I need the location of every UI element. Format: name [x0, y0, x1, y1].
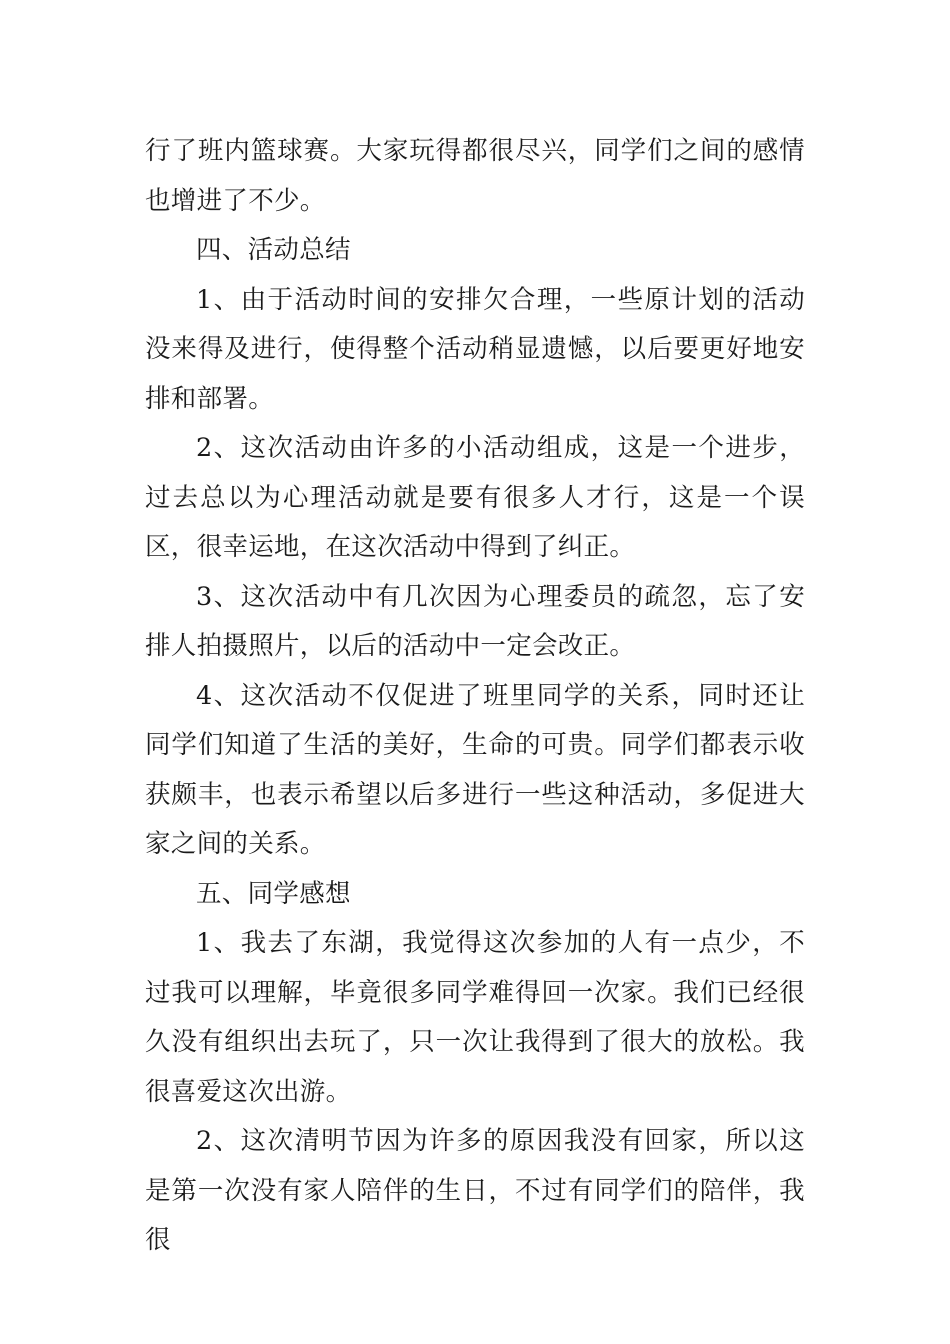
section-heading-reflections: 五、同学感想	[196, 878, 351, 909]
summary-item-3: 3、这次活动中有几次因为心理委员的疏忽，忘了安排人拍摄照片，以后的活动中一定会改正。	[145, 581, 805, 661]
document-body	[145, 127, 805, 1266]
paragraph-continued: 行了班内篮球赛。大家玩得都很尽兴，同学们之间的感情也增进了不少。	[145, 136, 805, 216]
summary-item-2: 2、这次活动由许多的小活动组成，这是一个进步，过去总以为心理活动就是要有很多人才行，这是一个误区，很幸运地，在这次活动中得到了纠正。	[145, 433, 805, 562]
reflection-item-1: 1、我去了东湖，我觉得这次参加的人有一点少，不过我可以理解，毕竟很多同学难得回一次家。我们已经很久没有组织出去玩了，只一次让我得到了很大的放松。我很喜爱这次出游。	[145, 928, 805, 1107]
summary-item-4: 4、这次活动不仅促进了班里同学的关系，同时还让同学们知道了生活的美好，生命的可贵。同学们都表示收获颇丰，也表示希望以后多进行一些这种活动，多促进大家之间的关系。	[145, 680, 805, 859]
reflection-item-2: 2、这次清明节因为许多的原因我没有回家，所以这是第一次没有家人陪伴的生日，不过有同学们的陪伴，我很	[145, 1126, 805, 1255]
section-heading-summary: 四、活动总结	[196, 235, 351, 265]
summary-item-1: 1、由于活动时间的安排欠合理，一些原计划的活动没来得及进行，使得整个活动稍显遗憾，以后要更好地安排和部署。	[145, 284, 805, 414]
